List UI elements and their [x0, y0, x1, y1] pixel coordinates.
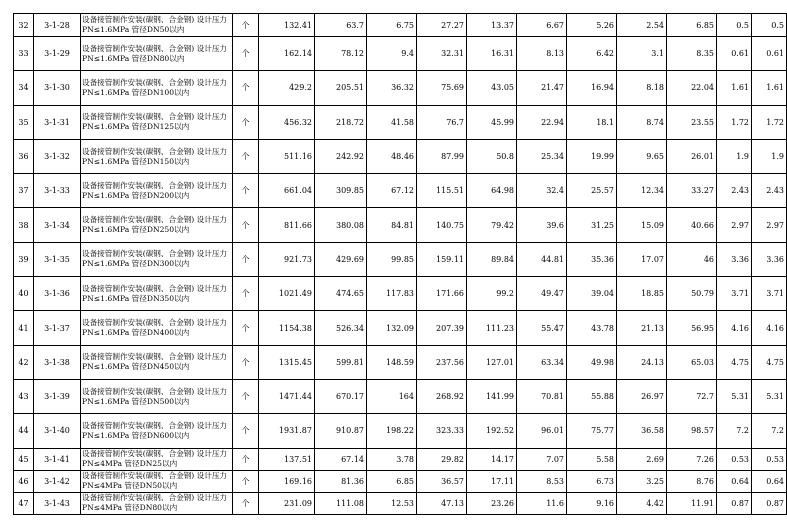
- value-cell: 16.94: [567, 71, 617, 105]
- value-cell: 661.04: [259, 174, 315, 208]
- value-cell: 0.87: [717, 492, 752, 514]
- item-name: 设备接管制作安装(碳钢、合金钢) 设计压力PN≤1.6MPa 管径DN350以内: [81, 277, 233, 311]
- table-row: [14, 414, 787, 448]
- item-name: 设备接管制作安装(碳钢、合金钢) 设计压力PN≤4MPa 管径DN50以内: [81, 470, 233, 492]
- value-cell: 4.42: [617, 492, 667, 514]
- value-cell: 19.99: [567, 139, 617, 173]
- table-row: [14, 277, 787, 311]
- value-cell: 127.01: [467, 345, 517, 379]
- value-cell: 5.58: [567, 448, 617, 470]
- row-number: 45: [14, 448, 34, 470]
- value-cell: 12.34: [617, 174, 667, 208]
- unit-cell: 个: [233, 311, 259, 345]
- item-name: 设备接管制作安装(碳钢、合金钢) 设计压力PN≤1.6MPa 管径DN150以内: [81, 139, 233, 173]
- table-row: [14, 139, 787, 173]
- value-cell: 218.72: [315, 105, 367, 139]
- row-number: 47: [14, 492, 34, 514]
- value-cell: 670.17: [315, 379, 367, 413]
- value-cell: 132.41: [259, 14, 315, 37]
- value-cell: 43.78: [567, 311, 617, 345]
- table-row: [14, 37, 787, 71]
- value-cell: 429.2: [259, 71, 315, 105]
- value-cell: 3.71: [752, 277, 787, 311]
- value-cell: 31.25: [567, 208, 617, 242]
- value-cell: 323.33: [417, 414, 467, 448]
- value-cell: 33.27: [667, 174, 717, 208]
- value-cell: 242.92: [315, 139, 367, 173]
- value-cell: 11.6: [517, 492, 567, 514]
- value-cell: 0.64: [752, 470, 787, 492]
- value-cell: 159.11: [417, 242, 467, 276]
- value-cell: 14.17: [467, 448, 517, 470]
- row-number: 32: [14, 14, 34, 37]
- quota-code: 3-1-43: [34, 492, 81, 514]
- value-cell: 192.52: [467, 414, 517, 448]
- value-cell: 96.01: [517, 414, 567, 448]
- value-cell: 8.35: [667, 37, 717, 71]
- value-cell: 78.12: [315, 37, 367, 71]
- value-cell: 207.39: [417, 311, 467, 345]
- value-cell: 13.37: [467, 14, 517, 37]
- item-name: 设备接管制作安装(碳钢、合金钢) 设计压力PN≤1.6MPa 管径DN250以内: [81, 208, 233, 242]
- value-cell: 1.9: [752, 139, 787, 173]
- value-cell: 2.97: [717, 208, 752, 242]
- value-cell: 2.97: [752, 208, 787, 242]
- item-name: 设备接管制作安装(碳钢、合金钢) 设计压力PN≤1.6MPa 管径DN500以内: [81, 379, 233, 413]
- value-cell: 67.14: [315, 448, 367, 470]
- unit-cell: 个: [233, 14, 259, 37]
- value-cell: 6.85: [667, 14, 717, 37]
- value-cell: 55.88: [567, 379, 617, 413]
- unit-cell: 个: [233, 345, 259, 379]
- value-cell: 0.87: [752, 492, 787, 514]
- value-cell: 18.85: [617, 277, 667, 311]
- unit-cell: 个: [233, 105, 259, 139]
- value-cell: 11.91: [667, 492, 717, 514]
- value-cell: 6.73: [567, 470, 617, 492]
- value-cell: 148.59: [367, 345, 417, 379]
- value-cell: 21.13: [617, 311, 667, 345]
- value-cell: 910.87: [315, 414, 367, 448]
- value-cell: 49.98: [567, 345, 617, 379]
- unit-cell: 个: [233, 139, 259, 173]
- value-cell: 81.36: [315, 470, 367, 492]
- value-cell: 22.04: [667, 71, 717, 105]
- item-name: 设备接管制作安装(碳钢、合金钢) 设计压力PN≤1.6MPa 管径DN450以内: [81, 345, 233, 379]
- value-cell: 5.31: [717, 379, 752, 413]
- value-cell: 1.72: [752, 105, 787, 139]
- value-cell: 3.78: [367, 448, 417, 470]
- value-cell: 36.32: [367, 71, 417, 105]
- value-cell: 35.36: [567, 242, 617, 276]
- value-cell: 164: [367, 379, 417, 413]
- value-cell: 63.34: [517, 345, 567, 379]
- quota-code: 3-1-40: [34, 414, 81, 448]
- value-cell: 7.26: [667, 448, 717, 470]
- value-cell: 50.8: [467, 139, 517, 173]
- value-cell: 169.16: [259, 470, 315, 492]
- value-cell: 9.16: [567, 492, 617, 514]
- unit-cell: 个: [233, 174, 259, 208]
- value-cell: 65.03: [667, 345, 717, 379]
- table-row: [14, 105, 787, 139]
- table-row: [14, 71, 787, 105]
- value-cell: 380.08: [315, 208, 367, 242]
- value-cell: 132.09: [367, 311, 417, 345]
- value-cell: 2.43: [752, 174, 787, 208]
- value-cell: 3.71: [717, 277, 752, 311]
- item-name: 设备接管制作安装(碳钢、合金钢) 设计压力PN≤1.6MPa 管径DN125以内: [81, 105, 233, 139]
- value-cell: 40.66: [667, 208, 717, 242]
- value-cell: 3.25: [617, 470, 667, 492]
- table-row: [14, 311, 787, 345]
- value-cell: 46: [667, 242, 717, 276]
- value-cell: 474.65: [315, 277, 367, 311]
- value-cell: 8.18: [617, 71, 667, 105]
- value-cell: 1931.87: [259, 414, 315, 448]
- value-cell: 0.64: [717, 470, 752, 492]
- value-cell: 231.09: [259, 492, 315, 514]
- value-cell: 16.31: [467, 37, 517, 71]
- table-row: [14, 379, 787, 413]
- value-cell: 9.65: [617, 139, 667, 173]
- value-cell: 99.2: [467, 277, 517, 311]
- row-number: 34: [14, 71, 34, 105]
- value-cell: 921.73: [259, 242, 315, 276]
- value-cell: 47.13: [417, 492, 467, 514]
- value-cell: 9.4: [367, 37, 417, 71]
- unit-cell: 个: [233, 470, 259, 492]
- value-cell: 67.12: [367, 174, 417, 208]
- value-cell: 17.07: [617, 242, 667, 276]
- value-cell: 24.13: [617, 345, 667, 379]
- value-cell: 4.75: [717, 345, 752, 379]
- unit-cell: 个: [233, 71, 259, 105]
- value-cell: 39.6: [517, 208, 567, 242]
- value-cell: 0.53: [752, 448, 787, 470]
- value-cell: 76.7: [417, 105, 467, 139]
- quota-code: 3-1-32: [34, 139, 81, 173]
- value-cell: 6.42: [567, 37, 617, 71]
- quota-code: 3-1-31: [34, 105, 81, 139]
- quota-code: 3-1-29: [34, 37, 81, 71]
- value-cell: 98.57: [667, 414, 717, 448]
- value-cell: 89.84: [467, 242, 517, 276]
- value-cell: 49.47: [517, 277, 567, 311]
- item-name: 设备接管制作安装(碳钢、合金钢) 设计压力PN≤1.6MPa 管径DN50以内: [81, 14, 233, 37]
- value-cell: 5.26: [567, 14, 617, 37]
- value-cell: 5.31: [752, 379, 787, 413]
- quota-code: 3-1-41: [34, 448, 81, 470]
- row-number: 42: [14, 345, 34, 379]
- table-row: [14, 174, 787, 208]
- value-cell: 99.85: [367, 242, 417, 276]
- value-cell: 205.51: [315, 71, 367, 105]
- value-cell: 75.77: [567, 414, 617, 448]
- quota-code: 3-1-35: [34, 242, 81, 276]
- value-cell: 7.2: [717, 414, 752, 448]
- value-cell: 599.81: [315, 345, 367, 379]
- row-number: 37: [14, 174, 34, 208]
- value-cell: 56.95: [667, 311, 717, 345]
- item-name: 设备接管制作安装(碳钢、合金钢) 设计压力PN≤1.6MPa 管径DN80以内: [81, 37, 233, 71]
- item-name: 设备接管制作安装(碳钢、合金钢) 设计压力PN≤1.6MPa 管径DN300以内: [81, 242, 233, 276]
- value-cell: 429.69: [315, 242, 367, 276]
- row-number: 41: [14, 311, 34, 345]
- item-name: 设备接管制作安装(碳钢、合金钢) 设计压力PN≤1.6MPa 管径DN600以内: [81, 414, 233, 448]
- unit-cell: 个: [233, 277, 259, 311]
- value-cell: 32.31: [417, 37, 467, 71]
- unit-cell: 个: [233, 379, 259, 413]
- value-cell: 1471.44: [259, 379, 315, 413]
- value-cell: 25.57: [567, 174, 617, 208]
- value-cell: 1.61: [717, 71, 752, 105]
- value-cell: 17.11: [467, 470, 517, 492]
- value-cell: 140.75: [417, 208, 467, 242]
- value-cell: 23.55: [667, 105, 717, 139]
- unit-cell: 个: [233, 37, 259, 71]
- value-cell: 8.74: [617, 105, 667, 139]
- value-cell: 79.42: [467, 208, 517, 242]
- value-cell: 84.81: [367, 208, 417, 242]
- row-number: 43: [14, 379, 34, 413]
- value-cell: 171.66: [417, 277, 467, 311]
- value-cell: 64.98: [467, 174, 517, 208]
- table-row: [14, 448, 787, 470]
- value-cell: 117.83: [367, 277, 417, 311]
- unit-cell: 个: [233, 242, 259, 276]
- value-cell: 18.1: [567, 105, 617, 139]
- value-cell: 0.53: [717, 448, 752, 470]
- value-cell: 4.75: [752, 345, 787, 379]
- value-cell: 36.58: [617, 414, 667, 448]
- value-cell: 27.27: [417, 14, 467, 37]
- value-cell: 1315.45: [259, 345, 315, 379]
- value-cell: 6.75: [367, 14, 417, 37]
- table-row: [14, 208, 787, 242]
- value-cell: 6.67: [517, 14, 567, 37]
- value-cell: 8.13: [517, 37, 567, 71]
- value-cell: 141.99: [467, 379, 517, 413]
- quota-code: 3-1-28: [34, 14, 81, 37]
- value-cell: 137.51: [259, 448, 315, 470]
- quota-code: 3-1-34: [34, 208, 81, 242]
- value-cell: 70.81: [517, 379, 567, 413]
- row-number: 39: [14, 242, 34, 276]
- value-cell: 1.72: [717, 105, 752, 139]
- quota-code: 3-1-42: [34, 470, 81, 492]
- value-cell: 25.34: [517, 139, 567, 173]
- quota-table: [13, 13, 787, 515]
- quota-code: 3-1-38: [34, 345, 81, 379]
- value-cell: 75.69: [417, 71, 467, 105]
- value-cell: 456.32: [259, 105, 315, 139]
- value-cell: 4.16: [717, 311, 752, 345]
- value-cell: 39.04: [567, 277, 617, 311]
- value-cell: 1021.49: [259, 277, 315, 311]
- value-cell: 0.5: [717, 14, 752, 37]
- value-cell: 72.7: [667, 379, 717, 413]
- value-cell: 55.47: [517, 311, 567, 345]
- value-cell: 32.4: [517, 174, 567, 208]
- value-cell: 2.54: [617, 14, 667, 37]
- table-row: [14, 14, 787, 37]
- row-number: 38: [14, 208, 34, 242]
- value-cell: 15.09: [617, 208, 667, 242]
- value-cell: 1.9: [717, 139, 752, 173]
- value-cell: 526.34: [315, 311, 367, 345]
- value-cell: 8.76: [667, 470, 717, 492]
- value-cell: 237.56: [417, 345, 467, 379]
- value-cell: 811.66: [259, 208, 315, 242]
- unit-cell: 个: [233, 492, 259, 514]
- value-cell: 4.16: [752, 311, 787, 345]
- unit-cell: 个: [233, 414, 259, 448]
- value-cell: 6.85: [367, 470, 417, 492]
- quota-code: 3-1-36: [34, 277, 81, 311]
- value-cell: 511.16: [259, 139, 315, 173]
- quota-code: 3-1-30: [34, 71, 81, 105]
- value-cell: 2.69: [617, 448, 667, 470]
- value-cell: 3.36: [752, 242, 787, 276]
- table-row: [14, 345, 787, 379]
- table-body: [14, 14, 787, 515]
- table-row: [14, 242, 787, 276]
- value-cell: 198.22: [367, 414, 417, 448]
- item-name: 设备接管制作安装(碳钢、合金钢) 设计压力PN≤1.6MPa 管径DN400以内: [81, 311, 233, 345]
- value-cell: 0.61: [752, 37, 787, 71]
- value-cell: 50.79: [667, 277, 717, 311]
- item-name: 设备接管制作安装(碳钢、合金钢) 设计压力PN≤1.6MPa 管径DN100以内: [81, 71, 233, 105]
- row-number: 35: [14, 105, 34, 139]
- value-cell: 48.46: [367, 139, 417, 173]
- row-number: 40: [14, 277, 34, 311]
- item-name: 设备接管制作安装(碳钢、合金钢) 设计压力PN≤1.6MPa 管径DN200以内: [81, 174, 233, 208]
- value-cell: 309.85: [315, 174, 367, 208]
- value-cell: 8.53: [517, 470, 567, 492]
- value-cell: 1154.38: [259, 311, 315, 345]
- value-cell: 41.58: [367, 105, 417, 139]
- table-row: [14, 470, 787, 492]
- value-cell: 7.2: [752, 414, 787, 448]
- value-cell: 21.47: [517, 71, 567, 105]
- table-row: [14, 492, 787, 514]
- value-cell: 12.53: [367, 492, 417, 514]
- item-name: 设备接管制作安装(碳钢、合金钢) 设计压力PN≤4MPa 管径DN25以内: [81, 448, 233, 470]
- value-cell: 87.99: [417, 139, 467, 173]
- row-number: 44: [14, 414, 34, 448]
- value-cell: 3.1: [617, 37, 667, 71]
- value-cell: 43.05: [467, 71, 517, 105]
- value-cell: 162.14: [259, 37, 315, 71]
- value-cell: 44.81: [517, 242, 567, 276]
- quota-code: 3-1-33: [34, 174, 81, 208]
- value-cell: 23.26: [467, 492, 517, 514]
- item-name: 设备接管制作安装(碳钢、合金钢) 设计压力PN≤4MPa 管径DN80以内: [81, 492, 233, 514]
- value-cell: 0.5: [752, 14, 787, 37]
- row-number: 46: [14, 470, 34, 492]
- value-cell: 45.99: [467, 105, 517, 139]
- value-cell: 29.82: [417, 448, 467, 470]
- value-cell: 63.7: [315, 14, 367, 37]
- value-cell: 36.57: [417, 470, 467, 492]
- value-cell: 2.43: [717, 174, 752, 208]
- value-cell: 3.36: [717, 242, 752, 276]
- quota-code: 3-1-37: [34, 311, 81, 345]
- value-cell: 268.92: [417, 379, 467, 413]
- quota-code: 3-1-39: [34, 379, 81, 413]
- row-number: 33: [14, 37, 34, 71]
- row-number: 36: [14, 139, 34, 173]
- value-cell: 26.97: [617, 379, 667, 413]
- value-cell: 1.61: [752, 71, 787, 105]
- unit-cell: 个: [233, 208, 259, 242]
- value-cell: 7.07: [517, 448, 567, 470]
- value-cell: 22.94: [517, 105, 567, 139]
- unit-cell: 个: [233, 448, 259, 470]
- value-cell: 111.23: [467, 311, 517, 345]
- value-cell: 26.01: [667, 139, 717, 173]
- value-cell: 115.51: [417, 174, 467, 208]
- value-cell: 111.08: [315, 492, 367, 514]
- value-cell: 0.61: [717, 37, 752, 71]
